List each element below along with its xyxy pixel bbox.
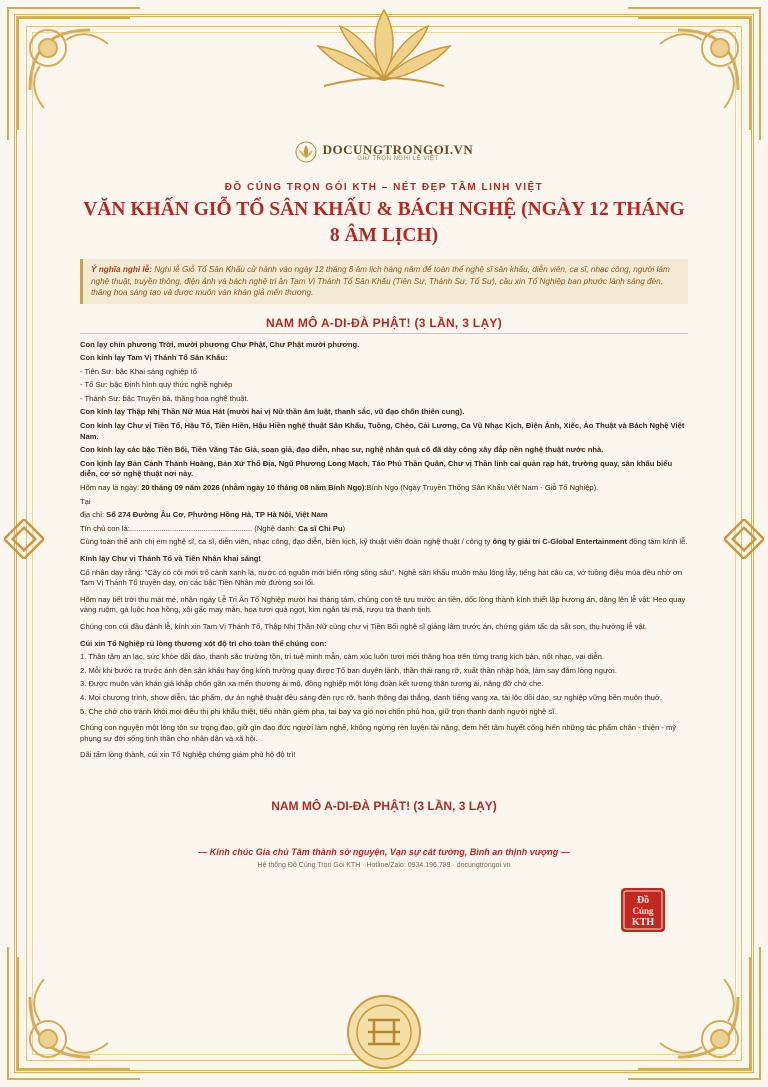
host-line: Tín chủ con là:.......................................................... (Nghệ danh: Ca sĩ Chi Pu)	[80, 523, 346, 533]
prayer-body	[80, 340, 688, 761]
document-subtitle: ĐỒ CÚNG TRỌN GÓI KTH – NÉT ĐẸP TÂM LINH VIỆT	[224, 182, 544, 193]
longevity-medallion-icon	[344, 992, 424, 1072]
corner-ornament-icon	[618, 0, 768, 150]
divider	[80, 333, 688, 334]
invocation-line: Con kính lạy các bậc Tiền Bối, Tiền Vãng Tác Giả, soạn giả, đạo diễn, nhạc sư, nghệ nhân quá cố đã dày công xây đắp nền nghệ thuật nước nhà.	[80, 445, 604, 455]
chant-heading: NAM MÔ A-DI-ĐÀ PHẬT! (3 LẦN, 3 LẠY)	[265, 315, 503, 330]
chant-ending: NAM MÔ A-DI-ĐÀ PHẬT! (3 LẦN, 3 LẠY)	[271, 798, 497, 813]
invocation-line: Con kính lạy Thập Nhị Thần Nữ Múa Hát (mười hai vị Nữ thần âm luật, thanh sắc, vũ đạo chốn thiên cung).	[80, 407, 465, 417]
address-line: địa chỉ: Số 274 Đường Âu Cơ, Phường Hồng Hà, TP Hà Nội, Việt Nam	[80, 510, 328, 520]
closing-paragraph: Chúng con nguyện một lòng tôn sư trọng đạo, giữ gìn đạo đức người làm nghề, không ngừng rèn luyện tài năng, đem hết tâm huyết cống hiến những tác phẩm chân - thiện - mỹ phụng sự đời sống tinh thần cho nhân dân và xã hội.	[80, 723, 677, 743]
footer-contact: Hệ thống Đồ Cúng Trọn Gói KTH · Hotline/Zalo: 0934.196.789 · docungtrongoi.vn	[257, 861, 511, 869]
meaning-text: Nghi lễ Giỗ Tổ Sân Khấu cử hành vào ngày 12 tháng 8 âm lịch hàng năm để toàn thể nghệ sĩ sân khấu, diễn viên, ca sĩ, nhạc công, người làm nghệ thuật, truyền thông, điện ảnh và bách nghệ tri ân Tam Vị Thánh Tổ Sân Khấu (Tiên Sư, Thánh Sư, Tổ Sư), cầu xin Tổ Nghiệp ban phước lành sáng đèn, thăng hoa sáng tạo và được muôn vàn khán giả mến thương.	[91, 265, 670, 297]
tai-line: Tại	[80, 496, 91, 506]
invocation-line: - Tổ Sư: bậc Định hình quy thức nghề nghiệp	[80, 380, 233, 390]
wishes-title: Cúi xin Tổ Nghiệp rủ lòng thương xót độ trì cho toàn thể chúng con:	[80, 638, 327, 648]
endless-knot-icon	[4, 519, 44, 559]
red-seal-stamp	[619, 886, 667, 934]
wish-item: 3. Được muôn vàn khán giả khắp chốn gần xa mến thương ái mộ, đồng nghiệp một lòng đoàn kết tương thân tương ái, nâng đỡ chở che.	[80, 679, 544, 689]
seal-line-1: Đồ	[636, 895, 650, 906]
document-title: VĂN KHẤN GIỖ TỔ SÂN KHẤU & BÁCH NGHỆ (NGÀY 12 THÁNG 8 ÂM LỊCH)	[83, 199, 685, 246]
corner-ornament-icon	[0, 937, 150, 1087]
paragraph: Chúng con cúi đầu đảnh lễ, kính xin Tam Vị Thánh Tổ, Thập Nhị Thần Nữ cùng chư vị Tiền Bối nghệ sĩ giáng lâm trước án, chứng giám tấc dạ sắt son, thụ hưởng lễ vật.	[80, 621, 647, 631]
corner-ornament-icon	[0, 0, 150, 150]
invocation-line: - Tiên Sư: bậc Khai sáng nghiệp tổ	[80, 366, 197, 376]
invocation-line: - Thánh Sư: bậc Truyền bá, thăng hoa nghệ thuật.	[80, 393, 249, 403]
wish-item: 2. Mỗi khi bước ra trước ánh đèn sân khấu hay ống kính trường quay được Tổ ban duyên lành, thần thái rạng rỡ, xuất thần nhập hóa, làm say đắm lòng người.	[80, 665, 617, 675]
invocation-line: Con kính lạy Chư vị Tiền Tổ, Hậu Tổ, Tiền Hiền, Hậu Hiền nghệ thuật Sân Khấu, Tuồng, Chèo, Cải Lương, Ca Vũ Nhạc Kịch, Điện Ảnh, Xiếc, Ảo Thuật và Bách Nghệ Việt Nam.	[80, 421, 685, 441]
endless-knot-icon	[724, 519, 764, 559]
lotus-icon	[284, 0, 484, 100]
meaning-label: Ý nghĩa nghi lễ:	[91, 265, 152, 274]
date-line: Hôm nay là ngày: 20 tháng 09 năm 2026 (nhằm ngày 10 tháng 08 năm Bính Ngọ):Bính Ngọ (Ngày Truyền Thống Sân Khấu Việt Nam - Giỗ Tổ Nghiệp).	[80, 483, 599, 493]
wish-item: 5. Che chở cho tránh khỏi mọi điều thị phi khẩu thiệt, tiểu nhân giém pha, tai bay vạ gió nơi chốn phù hoa, giữ trọn thanh danh người nghệ sĩ.	[80, 706, 557, 716]
brand-tagline: GIỮ TRỌN NGHI LỄ VIỆT	[357, 155, 439, 162]
closing-paragraph: Dãi tấm lòng thành, cúi xin Tổ Nghiệp chứng giám phù hộ độ trì!	[80, 750, 296, 760]
invocation-list	[80, 340, 688, 481]
together-line: Cùng toàn thể anh chị em nghệ sĩ, ca sĩ, diễn viên, nhạc công, đạo diễn, biên kịch, kỹ thuật viên đoàn nghệ thuật / công ty ông ty giải trí C-Global Entertainment đồng tâm kính lễ.	[80, 537, 688, 547]
invocation-line: Con kính lạy Tam Vị Thánh Tổ Sân Khấu:	[80, 353, 228, 363]
lotus-logo-icon	[295, 141, 317, 163]
seal-icon	[619, 886, 667, 934]
seal-line-2: Cúng	[632, 906, 654, 916]
paragraph: Hôm nay tiết trời thu mát mẻ, nhân ngày Lễ Tri Ân Tổ Nghiệp mười hai tháng tám, chúng con tề tựu trước án tiền, dốc lòng thành kính thiết lập hương án, dâng lên lễ vật: Heo quay vàng ruộm, gà luộc hoa hồng, xôi gấc may mắn, hoa tươi quả ngọt, kim ngân tài mã, rượu trà thanh tịnh.	[80, 594, 686, 615]
paragraph: Cổ nhân dạy rằng: "Cây có cội mới trổ cành xanh lá, nước có nguồn mới biển rộng sông sâu". Nghề sân khấu muôn màu lộng lẫy, tiếng hát câu ca, vở tuồng điệu múa đều nhờ ơn Tam Vị Thánh Tổ truyền dạy, ơn các bậc Tiền Nhân mở đường soi lối.	[80, 567, 683, 588]
invocation-line: Con lạy chín phương Trời, mười phương Chư Phật, Chư Phật mười phương.	[80, 339, 360, 349]
corner-ornament-icon	[618, 937, 768, 1087]
blessing-line: — Kính chúc Gia chủ Tâm thành sở nguyện, Vạn sự cát tường, Bình an thịnh vượng —	[198, 846, 570, 857]
document-content	[80, 136, 688, 869]
invocation-line: Con kính lạy Bản Cảnh Thành Hoàng, Bản Xứ Thổ Địa, Ngũ Phương Long Mạch, Táo Phủ Thần Quân, Chư vị Thần linh cai quản rạp hát, trường quay, sân khấu biểu diễn, cơ sở nghệ thuật nơi này.	[80, 458, 673, 479]
brand-logo	[80, 136, 688, 168]
seal-line-3: KTH	[631, 917, 655, 928]
greeting-line: Kính lạy Chư vị Thánh Tổ và Tiền Nhân khai sáng!	[80, 554, 261, 563]
brand-name: DOCUNGTRONGOI.VN	[322, 141, 474, 157]
wish-item: 4. Mọi chương trình, show diễn, tác phẩm, dự án nghệ thuật đều sáng đèn rực rỡ, hanh thông đại thắng, danh tiếng vang xa, tài lộc dồi dào, sự nghiệp vững bền muôn thuở.	[80, 692, 662, 702]
wish-item: 1. Thân tâm an lạc, sức khỏe dồi dào, thanh sắc trường tồn, trí tuệ minh mẫn, cảm xúc luôn tươi mới thăng hoa trên từng trang kịch bản, nốt nhạc, vai diễn.	[80, 652, 604, 662]
meaning-box	[80, 259, 688, 304]
